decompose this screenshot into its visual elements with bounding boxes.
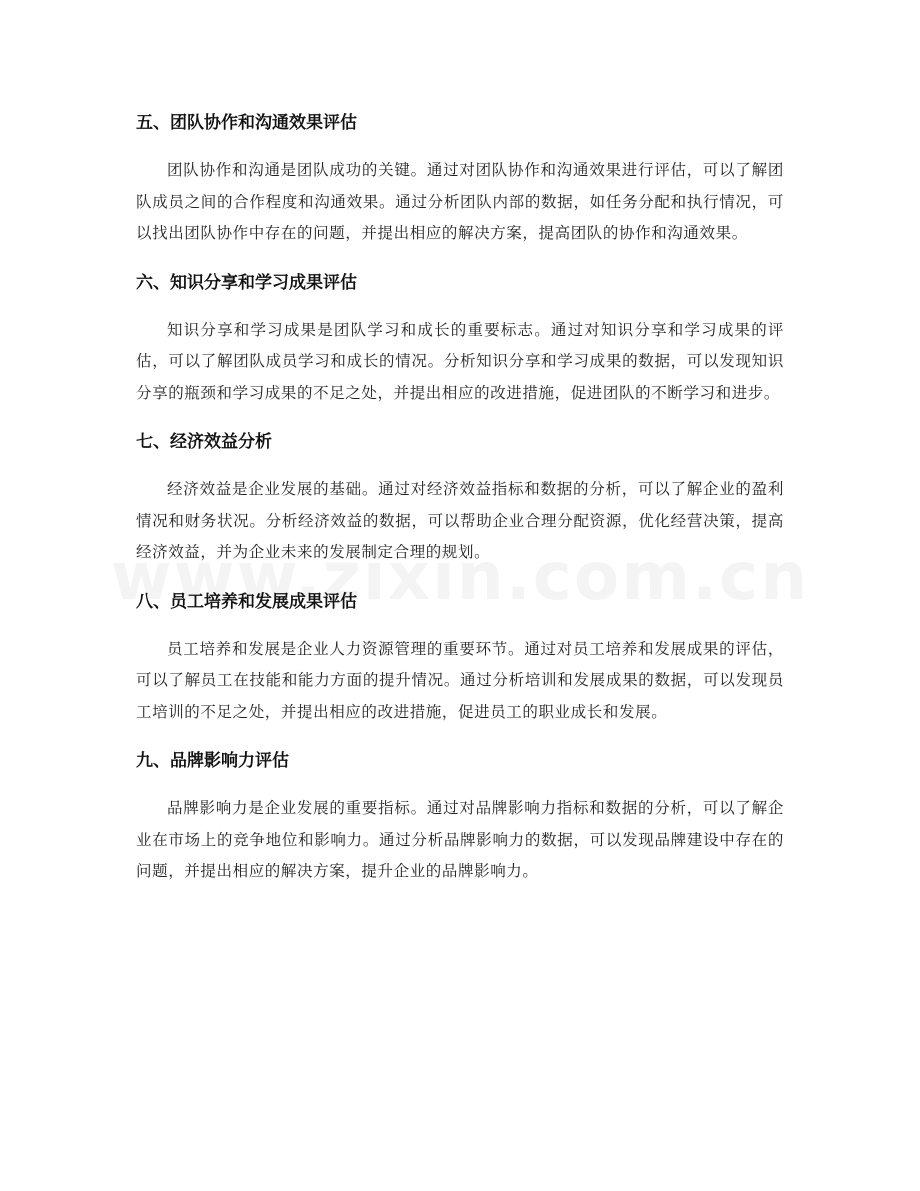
section-economic-benefit xyxy=(136,423,784,569)
section-brand-influence xyxy=(136,742,784,888)
section-paragraph: 品牌影响力是企业发展的重要指标。通过对品牌影响力指标和数据的分析，可以了解企业在市场上的竞争地位和影响力。通过分析品牌影响力的数据，可以发现品牌建设中存在的问题，并提出相应的解决方案，提升企业的品牌影响力。 xyxy=(136,799,784,880)
section-paragraph: 经济效益是企业发展的基础。通过对经济效益指标和数据的分析，可以了解企业的盈利情况和财务状况。分析经济效益的数据，可以帮助企业合理分配资源，优化经营决策，提高经济效益，并为企业未来的发展制定合理的规划。 xyxy=(136,480,784,561)
section-paragraph: 团队协作和沟通是团队成功的关键。通过对团队协作和沟通效果进行评估，可以了解团队成员之间的合作程度和沟通效果。通过分析团队内部的数据，如任务分配和执行情况，可以找出团队协作中存在的问题，并提出相应的解决方案，提高团队的协作和沟通效果。 xyxy=(136,161,784,242)
document-body xyxy=(136,104,784,902)
section-heading: 八、员工培养和发展成果评估 xyxy=(136,591,357,612)
section-team-collaboration xyxy=(136,104,784,250)
section-employee-development xyxy=(136,583,784,729)
section-knowledge-sharing xyxy=(136,264,784,410)
section-heading: 五、团队协作和沟通效果评估 xyxy=(136,113,357,133)
section-paragraph: 员工培养和发展是企业人力资源管理的重要环节。通过对员工培养和发展成果的评估，可以了解员工在技能和能力方面的提升情况。通过分析培训和发展成果的数据，可以发现员工培训的不足之处，并提出相应的改进措施，促进员工的职业成长和发展。 xyxy=(136,639,784,721)
section-heading: 九、品牌影响力评估 xyxy=(136,751,289,771)
section-heading: 六、知识分享和学习成果评估 xyxy=(136,272,357,293)
section-paragraph: 知识分享和学习成果是团队学习和成长的重要标志。通过对知识分享和学习成果的评估，可以了解团队成员学习和成长的情况。分析知识分享和学习成果的数据，可以发现知识分享的瓶颈和学习成果的不足之处，并提出相应的改进措施，促进团队的不断学习和进步。 xyxy=(136,320,784,402)
section-heading: 七、经济效益分析 xyxy=(136,432,272,452)
